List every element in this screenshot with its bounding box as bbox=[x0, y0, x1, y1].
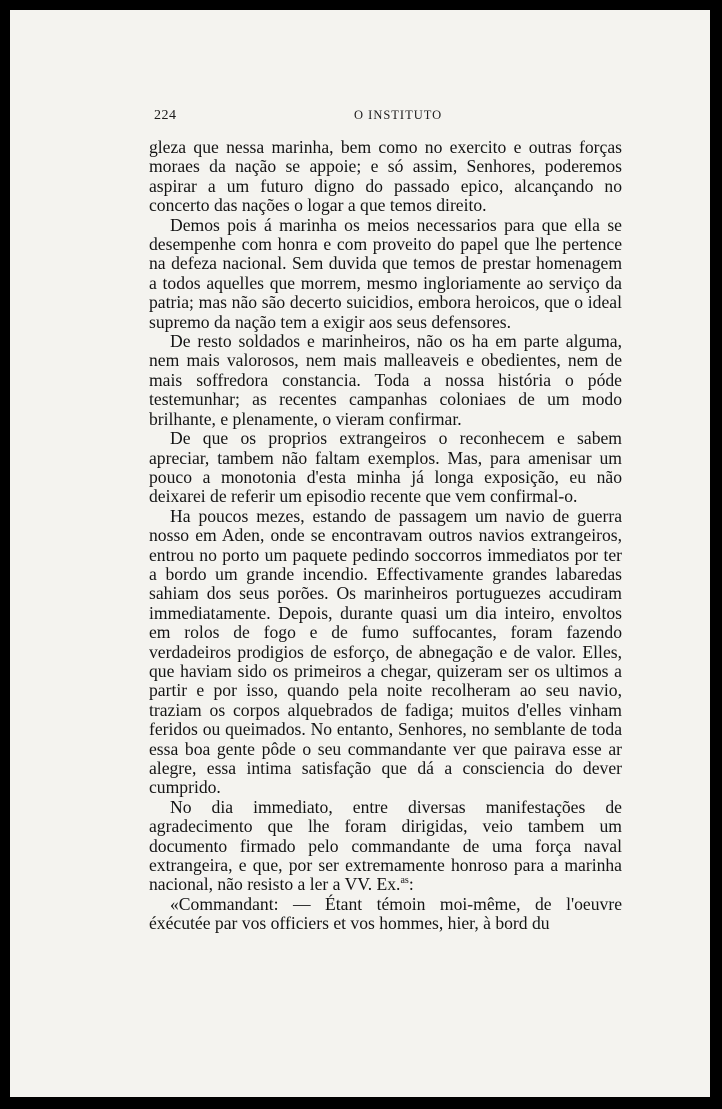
paragraph: Demos pois á marinha os meios necessarios para que ella se desempenhe com honra e com proveito do papel que lhe pertence na defeza nacional. Sem duvida que temos de prestar homenagem a todos aquelles que morrem, mesmo ingloriamente ao serviço da patria; mas não são decerto suicidios, embora heroicos, que o ideal supremo da nação tem a exigir aos seus defensores. bbox=[149, 214, 622, 332]
punctuation: : bbox=[408, 874, 414, 895]
paragraph: Ha poucos mezes, estando de passagem um navio de guerra nosso em Aden, onde se encontravam outros navios extrangeiros, entrou no porto um paquete pedindo soccorros immediatos por ter a bordo um grande incendio. Effectivamente grandes labaredas sahiam dos seus porões. Os marinheiros portuguezes accudiram immediatamente. Depois, durante quasi um dia inteiro, envoltos em rolos de fogo e de fumo suffocantes, foram fazendo verdadeiros prodigios de esforço, de abnegação e de valor. Elles, que haviam sido os primeiros a chegar, quizeram ser os ultimos a partir e por isso, quando pela noite recolheram ao seu navio, traziam os corpos alquebrados de fadiga; muitos d'elles vinham feridos ou queimados. No entanto, Senhores, no semblante de toda essa boa gente pôde o seu commandante ver que pairava esse ar alegre, essa intima satisfação que dá a consciencia do dever cumprido. bbox=[149, 505, 622, 798]
superscript: as bbox=[400, 875, 409, 887]
book-page bbox=[10, 10, 710, 1097]
paragraph-with-superscript bbox=[149, 798, 622, 895]
running-title: O INSTITUTO bbox=[354, 108, 443, 122]
page-header bbox=[154, 108, 634, 128]
paragraph: De resto soldados e marinheiros, não os ha em parte alguma, nem mais valorosos, nem mais malleaveis e obedientes, nem de mais soffredora constancia. Toda a nossa história o póde testemunhar; as recentes campanhas coloniaes de um modo brilhante, e plenamente, o vieram confirmar. bbox=[149, 331, 622, 429]
paragraph: «Commandant: — Étant témoin moi-même, de l'oeuvre éxécutée par vos officiers et vos hommes, hier, à bord du bbox=[149, 893, 622, 934]
page-number: 224 bbox=[154, 108, 177, 123]
paragraph: De que os proprios extrangeiros o reconhecem e sabem apreciar, tambem não faltam exemplos. Mas, para amenisar um pouco a monotonia d'esta minha já longa exposição, eu não deixarei de referir um episodio recente que vem confirmal-o. bbox=[149, 428, 622, 507]
body-text bbox=[149, 138, 622, 934]
paragraph: gleza que nessa marinha, bem como no exercito e outras forças moraes da nação se appoie; e só assim, Senhores, poderemos aspirar a um futuro digno do passado epico, alcançando no concerto das nações o logar a que temos direito. bbox=[149, 137, 622, 216]
paragraph-text: No dia immediato, entre diversas manifestações de agradecimento que lhe foram dirigidas, veio tambem um documento firmado pelo commandante de uma força naval extrangeira, e que, por ser extremamente honroso para a marinha nacional, não resisto a ler a VV. Ex. bbox=[149, 796, 622, 895]
